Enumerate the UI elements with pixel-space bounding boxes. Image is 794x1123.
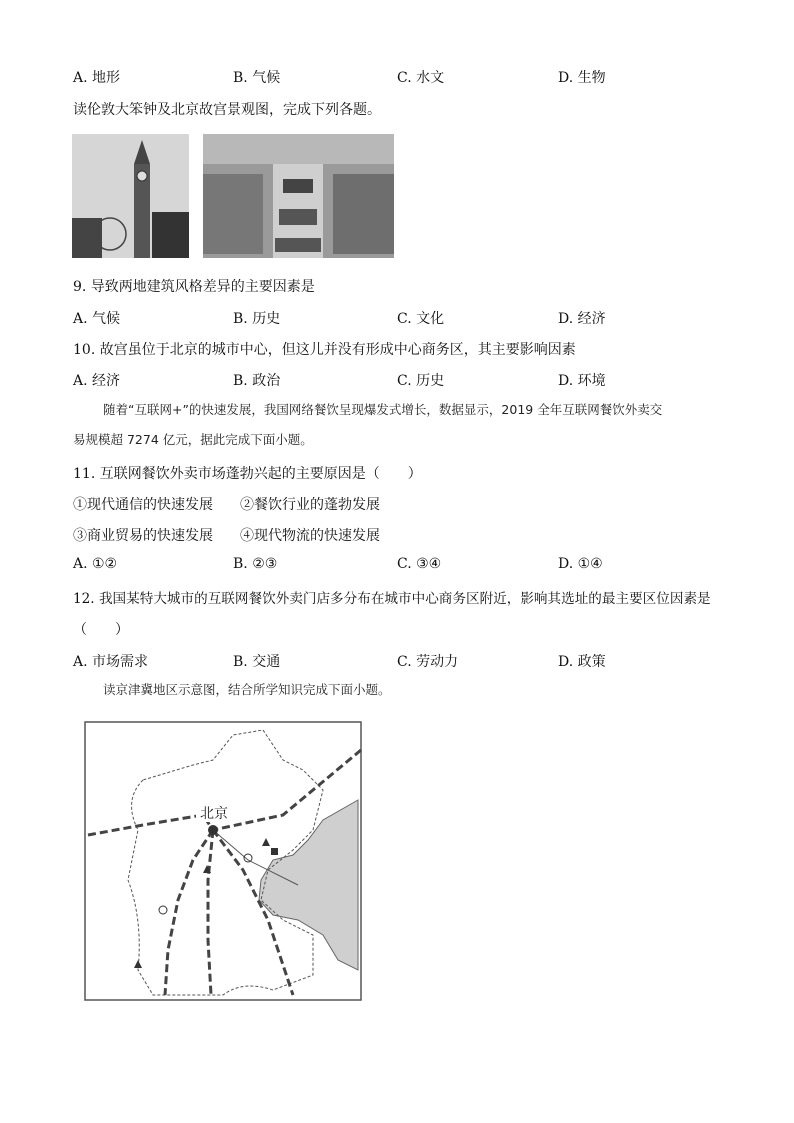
big-ben-photo xyxy=(72,134,189,258)
q9-option-b: B. 历史 xyxy=(233,311,281,327)
q8-option-b: B. 气候 xyxy=(233,70,281,86)
q11-stem: 11. 互联网餐饮外卖市场蓬勃兴起的主要原因是（ ） xyxy=(73,466,422,482)
q10-option-b: B. 政治 xyxy=(233,373,281,389)
q9-option-d: D. 经济 xyxy=(558,311,606,327)
map-intro: 读京津冀地区示意图，结合所学知识完成下面小题。 xyxy=(103,682,391,697)
q12-option-d: D. 政策 xyxy=(558,654,606,670)
q11-item-3: ③商业贸易的快速发展 xyxy=(73,528,213,544)
forbidden-city-photo xyxy=(203,134,394,258)
q9-option-c: C. 文化 xyxy=(397,311,445,327)
q12-option-b: B. 交通 xyxy=(233,654,281,670)
q10-stem: 10. 故宫虽位于北京的城市中心，但这儿并没有形成中心商务区，其主要影响因素 xyxy=(73,342,576,358)
beijing-label: 北京 xyxy=(200,806,228,822)
passage-line-2: 易规模超 7274 亿元，据此完成下面小题。 xyxy=(73,432,313,447)
q10-option-a: A. 经济 xyxy=(73,373,121,389)
q10-option-c: C. 历史 xyxy=(397,373,445,389)
q12-option-a: A. 市场需求 xyxy=(73,654,149,670)
q11-option-a: A. ①② xyxy=(73,556,118,572)
q11-item-2: ②餐饮行业的蓬勃发展 xyxy=(240,497,380,513)
q9-option-a: A. 气候 xyxy=(73,311,121,327)
q10-option-d: D. 环境 xyxy=(558,373,606,389)
q11-option-d: D. ①④ xyxy=(558,556,603,572)
passage-line-1: 随着“互联网+”的快速发展，我国网络餐饮呈现爆发式增长，数据显示，2019 全年互联网餐饮外卖交 xyxy=(103,402,663,417)
q9-stem: 9. 导致两地建筑风格差异的主要因素是 xyxy=(73,279,315,295)
q12-stem-cont: （ ） xyxy=(73,622,129,638)
q12-option-c: C. 劳动力 xyxy=(397,654,459,670)
q11-option-b: B. ②③ xyxy=(233,556,278,572)
q11-option-c: C. ③④ xyxy=(397,556,442,572)
q12-stem: 12. 我国某特大城市的互联网餐饮外卖门店多分布在城市中心商务区附近，影响其选址的最主要区位因素是 xyxy=(73,591,711,607)
q8-option-c: C. 水文 xyxy=(397,70,445,86)
photos-intro: 读伦敦大笨钟及北京故宫景观图，完成下列各题。 xyxy=(73,102,381,118)
internet-passage xyxy=(73,395,723,455)
q11-item-1: ①现代通信的快速发展 xyxy=(73,497,213,513)
q8-option-a: A. 地形 xyxy=(73,70,121,86)
jingjinji-map xyxy=(83,720,363,1002)
q11-item-4: ④现代物流的快速发展 xyxy=(240,528,380,544)
q8-option-d: D. 生物 xyxy=(558,70,606,86)
